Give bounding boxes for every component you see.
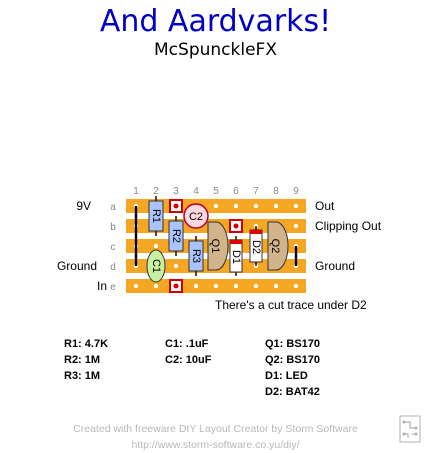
column-number: 9 xyxy=(293,186,299,197)
strip-hole xyxy=(214,204,218,208)
footer-url[interactable]: http://www.storm-software.co.yu/diy/ xyxy=(131,439,300,451)
row-letter: c xyxy=(110,242,116,253)
pad-dot xyxy=(174,284,179,289)
pad-dot xyxy=(234,224,239,229)
strip-hole xyxy=(194,284,198,288)
parts-list-capacitors xyxy=(165,336,211,368)
row-letter: b xyxy=(110,222,116,233)
transistor-label: Q1 xyxy=(209,238,222,254)
strip-hole xyxy=(274,284,278,288)
strip-hole xyxy=(274,204,278,208)
strip-hole xyxy=(234,284,238,288)
page-subtitle: McSpunckleFX xyxy=(154,40,277,60)
diode-d2[interactable] xyxy=(250,230,262,262)
resistor-label: R1 xyxy=(150,208,163,224)
label-in: In xyxy=(96,279,107,293)
part-entry: D1: LED xyxy=(265,370,308,382)
part-entry: R1: 4.7K xyxy=(64,338,109,350)
label-ground-right: Ground xyxy=(315,259,356,273)
row-letter: e xyxy=(110,282,116,293)
left-labels xyxy=(57,199,107,293)
strip-hole xyxy=(254,284,258,288)
transistor-q2[interactable] xyxy=(268,222,288,270)
label-out: Out xyxy=(315,199,335,213)
resistor-r3[interactable] xyxy=(189,241,203,271)
strip-hole xyxy=(294,204,298,208)
row-letters xyxy=(110,202,116,293)
part-entry: Q2: BS170 xyxy=(265,354,321,366)
column-number: 1 xyxy=(133,186,139,197)
part-entry: R2: 1M xyxy=(64,354,101,366)
footer-credit: Created with freeware DIY Layout Creator by Storm Software xyxy=(73,423,358,435)
part-entry: D2: BAT42 xyxy=(265,386,320,398)
capacitor-label: C2 xyxy=(188,210,204,223)
column-number: 4 xyxy=(193,186,199,197)
strip-hole xyxy=(234,204,238,208)
strip-hole xyxy=(134,284,138,288)
capacitor-label: C1 xyxy=(150,258,163,274)
part-entry: C1: .1uF xyxy=(165,338,209,350)
row-letter: a xyxy=(110,202,116,213)
strip-hole xyxy=(154,284,158,288)
diode-stripe xyxy=(250,230,262,234)
diode-label: D1 xyxy=(230,249,243,265)
resistor-label: R2 xyxy=(170,228,183,244)
strip-hole xyxy=(294,284,298,288)
resistor-label: R3 xyxy=(190,248,203,264)
capacitor-c2[interactable] xyxy=(184,204,208,228)
transistor-label: Q2 xyxy=(269,238,282,254)
strip-hole xyxy=(154,244,158,248)
cut-trace-note: There's a cut trace under D2 xyxy=(215,298,367,312)
right-labels xyxy=(315,199,382,273)
column-numbers xyxy=(133,186,299,197)
column-number: 7 xyxy=(253,186,259,197)
parts-list-semiconductors xyxy=(265,336,320,400)
resistor-r1[interactable] xyxy=(149,201,163,231)
page-title: And Aardvarks! xyxy=(99,4,332,39)
circuit-logo-icon xyxy=(398,414,422,444)
column-number: 3 xyxy=(173,186,179,197)
strip-hole xyxy=(214,284,218,288)
strip-hole xyxy=(254,204,258,208)
part-entry: R3: 1M xyxy=(64,370,101,382)
label-9v: 9V xyxy=(76,199,91,213)
parts-list-resistors xyxy=(64,336,108,384)
resistor-r2[interactable] xyxy=(169,221,183,251)
transistor-q1[interactable] xyxy=(208,222,228,270)
label-clipping-out: Clipping Out xyxy=(315,219,382,233)
label-ground-left: Ground xyxy=(56,259,97,273)
part-entry: Q1: BS170 xyxy=(265,338,321,350)
diode-label: D2 xyxy=(250,239,263,255)
diode-stripe xyxy=(230,240,242,244)
diode-d1[interactable] xyxy=(230,240,242,272)
pad-dot xyxy=(174,204,179,209)
column-number: 2 xyxy=(153,186,159,197)
row-letter: d xyxy=(110,262,116,273)
capacitor-c1[interactable] xyxy=(147,250,165,282)
part-entry: C2: 10uF xyxy=(165,354,212,366)
strip-hole xyxy=(294,224,298,228)
strip-hole xyxy=(174,264,178,268)
column-number: 5 xyxy=(213,186,219,197)
column-number: 8 xyxy=(273,186,279,197)
column-number: 6 xyxy=(233,186,239,197)
